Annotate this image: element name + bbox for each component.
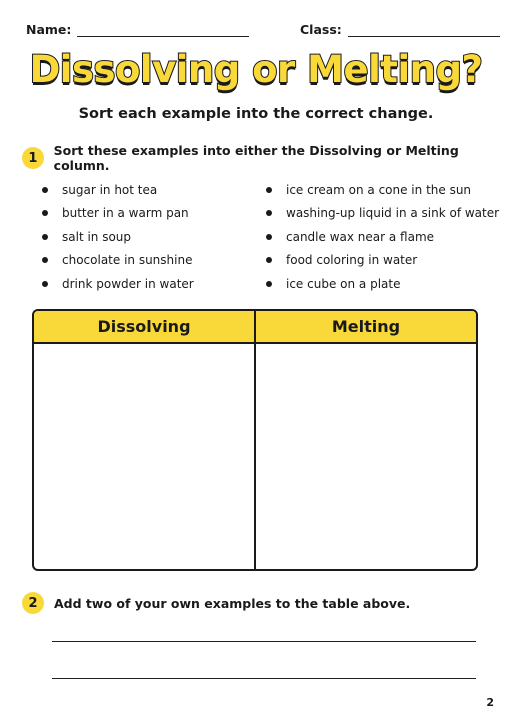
list-item bbox=[266, 272, 499, 296]
list-item-text: food coloring in water bbox=[286, 253, 418, 268]
question-1-number-badge: 1 bbox=[22, 147, 44, 169]
class-input-line[interactable] bbox=[348, 24, 500, 37]
list-item bbox=[266, 225, 499, 249]
question-1 bbox=[22, 143, 512, 173]
sorting-table-body bbox=[34, 344, 476, 569]
melting-answer-area[interactable] bbox=[256, 344, 476, 569]
question-2-text: Add two of your own examples to the table above. bbox=[54, 595, 411, 611]
dissolving-answer-area[interactable] bbox=[34, 344, 256, 569]
name-input-line[interactable] bbox=[77, 24, 249, 37]
examples-list-right bbox=[266, 178, 499, 296]
name-label: Name: bbox=[26, 22, 72, 37]
bullet-icon bbox=[266, 234, 272, 240]
bullet-icon bbox=[42, 210, 48, 216]
list-item-text: sugar in hot tea bbox=[62, 182, 158, 197]
bullet-icon bbox=[42, 187, 48, 193]
list-item bbox=[42, 249, 194, 273]
bullet-icon bbox=[42, 257, 48, 263]
list-item bbox=[42, 272, 194, 296]
answer-line-1[interactable] bbox=[52, 641, 476, 642]
class-field bbox=[300, 22, 500, 37]
list-item-text: butter in a warm pan bbox=[62, 206, 189, 221]
list-item bbox=[42, 178, 194, 202]
list-item-text: ice cube on a plate bbox=[286, 276, 401, 291]
list-item-text: ice cream on a cone in the sun bbox=[286, 182, 472, 197]
page-number: 2 bbox=[486, 696, 494, 709]
bullet-icon bbox=[266, 281, 272, 287]
list-item bbox=[266, 178, 499, 202]
question-2-number-badge: 2 bbox=[22, 592, 44, 614]
list-item-text: salt in soup bbox=[62, 229, 132, 244]
list-item bbox=[266, 249, 499, 273]
list-item-text: drink powder in water bbox=[62, 276, 194, 291]
question-1-text: Sort these examples into either the Dissolving or Melting column. bbox=[53, 143, 459, 173]
list-item-text: chocolate in sunshine bbox=[62, 253, 193, 268]
bullet-icon bbox=[266, 257, 272, 263]
sorting-table bbox=[32, 309, 478, 571]
list-item bbox=[42, 202, 194, 226]
bullet-icon bbox=[266, 187, 272, 193]
list-item bbox=[266, 202, 499, 226]
sorting-table-header bbox=[34, 311, 476, 344]
examples-list-left bbox=[42, 178, 194, 296]
list-item-text: candle wax near a flame bbox=[286, 229, 435, 244]
page-title: Dissolving or Melting? bbox=[29, 48, 483, 91]
class-label: Class: bbox=[300, 22, 342, 37]
answer-line-2[interactable] bbox=[52, 678, 476, 679]
question-2 bbox=[22, 592, 410, 614]
column-header-dissolving: Dissolving bbox=[34, 311, 256, 342]
bullet-icon bbox=[42, 234, 48, 240]
bullet-icon bbox=[42, 281, 48, 287]
column-header-melting: Melting bbox=[331, 317, 401, 336]
list-item bbox=[42, 225, 194, 249]
page-subtitle: Sort each example into the correct change. bbox=[78, 106, 434, 122]
bullet-icon bbox=[266, 210, 272, 216]
name-field bbox=[26, 22, 249, 37]
list-item-text: washing-up liquid in a sink of water bbox=[286, 206, 500, 221]
